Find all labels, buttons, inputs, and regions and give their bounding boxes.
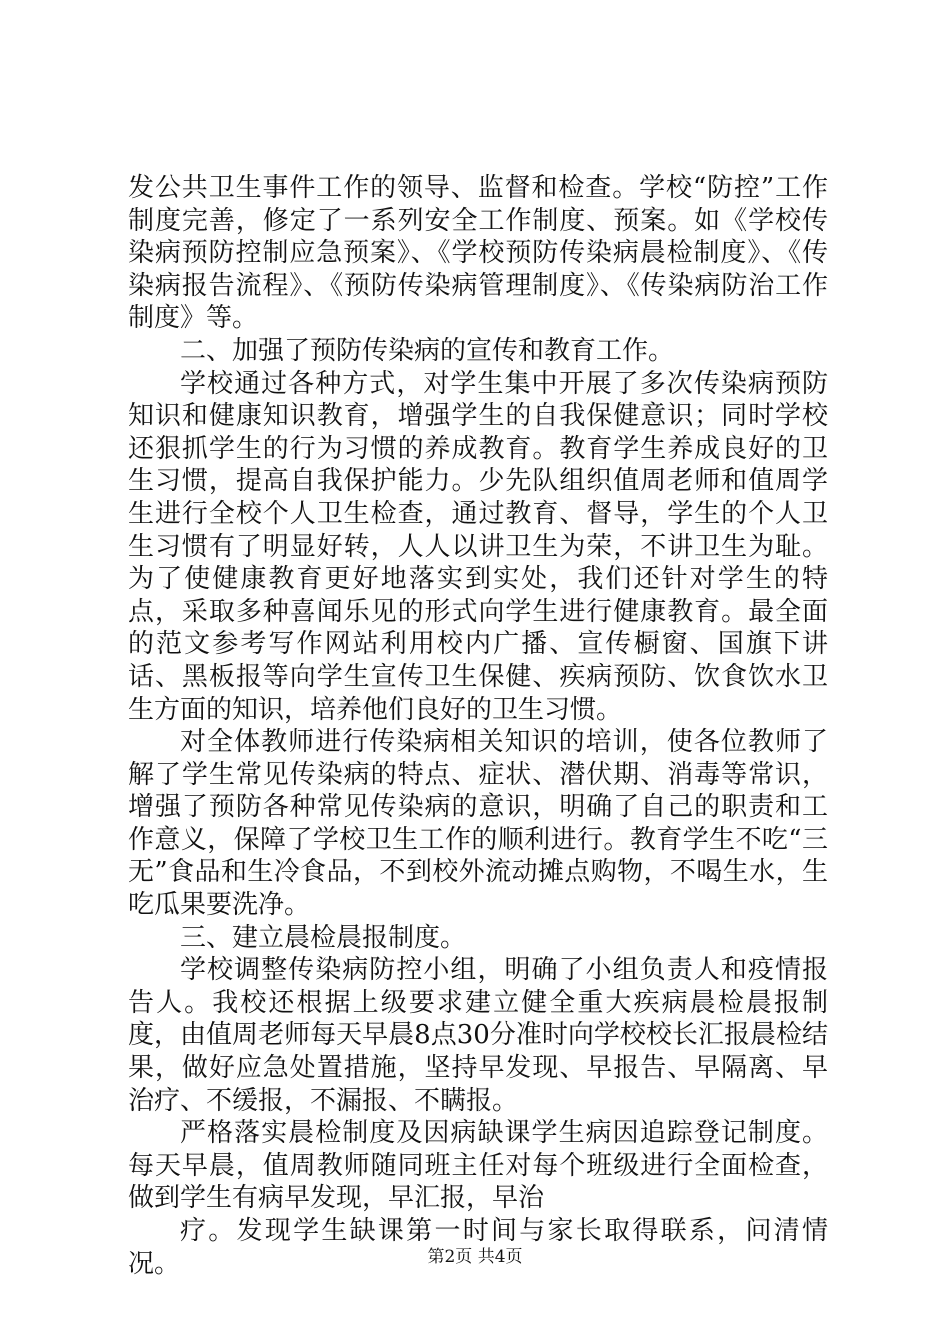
document-body bbox=[128, 172, 828, 1280]
paragraph-teacher-training: 对全体教师进行传染病相关知识的培训，使各位教师了解了学生常见传染病的特点、症状、潜伏期、消毒等常识，增强了预防各种常见传染病的意识，明确了自己的职责和工作意义，保障了学校卫生工作的顺利进行。教育学生不吃“三无”食品和生冷食品，不到校外流动摊点购物，不喝生水，生吃瓜果要洗净。 bbox=[128, 727, 828, 921]
section-heading-3: 三、建立晨检晨报制度。 bbox=[180, 922, 467, 953]
page-number: 第2页 共4页 bbox=[427, 1247, 523, 1267]
paragraph-morning-check-team: 学校调整传染病防控小组，明确了小组负责人和疫情报告人。我校还根据上级要求建立健全重大疾病晨检晨报制度，由值周老师每天早晨8点30分准时向学校校长汇报晨检结果，做好应急处置措施，坚持早发现、早报告、早隔离、早治疗、不缓报，不漏报、不瞒报。 bbox=[128, 955, 828, 1116]
section-heading-2: 二、加强了预防传染病的宣传和教育工作。 bbox=[180, 335, 675, 366]
paragraph-health-education: 学校通过各种方式，对学生集中开展了多次传染病预防知识和健康知识教育，增强学生的自我保健意识；同时学校还狠抓学生的行为习惯的养成教育。教育学生养成良好的卫生习惯，提高自我保护能力。少先队组织值周老师和值周学生进行全校个人卫生检查，通过教育、督导，学生的个人卫生习惯有了明显好转，人人以讲卫生为荣，不讲卫生为耻。为了使健康教育更好地落实到实处，我们还针对学生的特点，采取多种喜闻乐见的形式向学生进行健康教育。最全面的范文参考写作网站利用校内广播、宣传橱窗、国旗下讲话、黑板报等向学生宣传卫生保健、疾病预防、饮食饮水卫生方面的知识，培养他们良好的卫生习惯。 bbox=[128, 368, 828, 725]
paragraph-absence-followup: 疗。发现学生缺课第一时间与家长取得联系，问清情况。 bbox=[128, 1216, 828, 1279]
paragraph-continuation: 发公共卫生事件工作的领导、监督和检查。学校“防控”工作制度完善，修定了一系列安全工作制度、预案。如《学校传染病预防控制应急预案》、《学校预防传染病晨检制度》、《传染病报告流程》、《预防传染病管理制度》、《传染病防治工作制度》等。 bbox=[128, 173, 828, 334]
paragraph-morning-check-system: 严格落实晨检制度及因病缺课学生病因追踪登记制度。每天早晨，值周教师随同班主任对每个班级进行全面检查，做到学生有病早发现，早汇报，早治 bbox=[128, 1118, 828, 1214]
